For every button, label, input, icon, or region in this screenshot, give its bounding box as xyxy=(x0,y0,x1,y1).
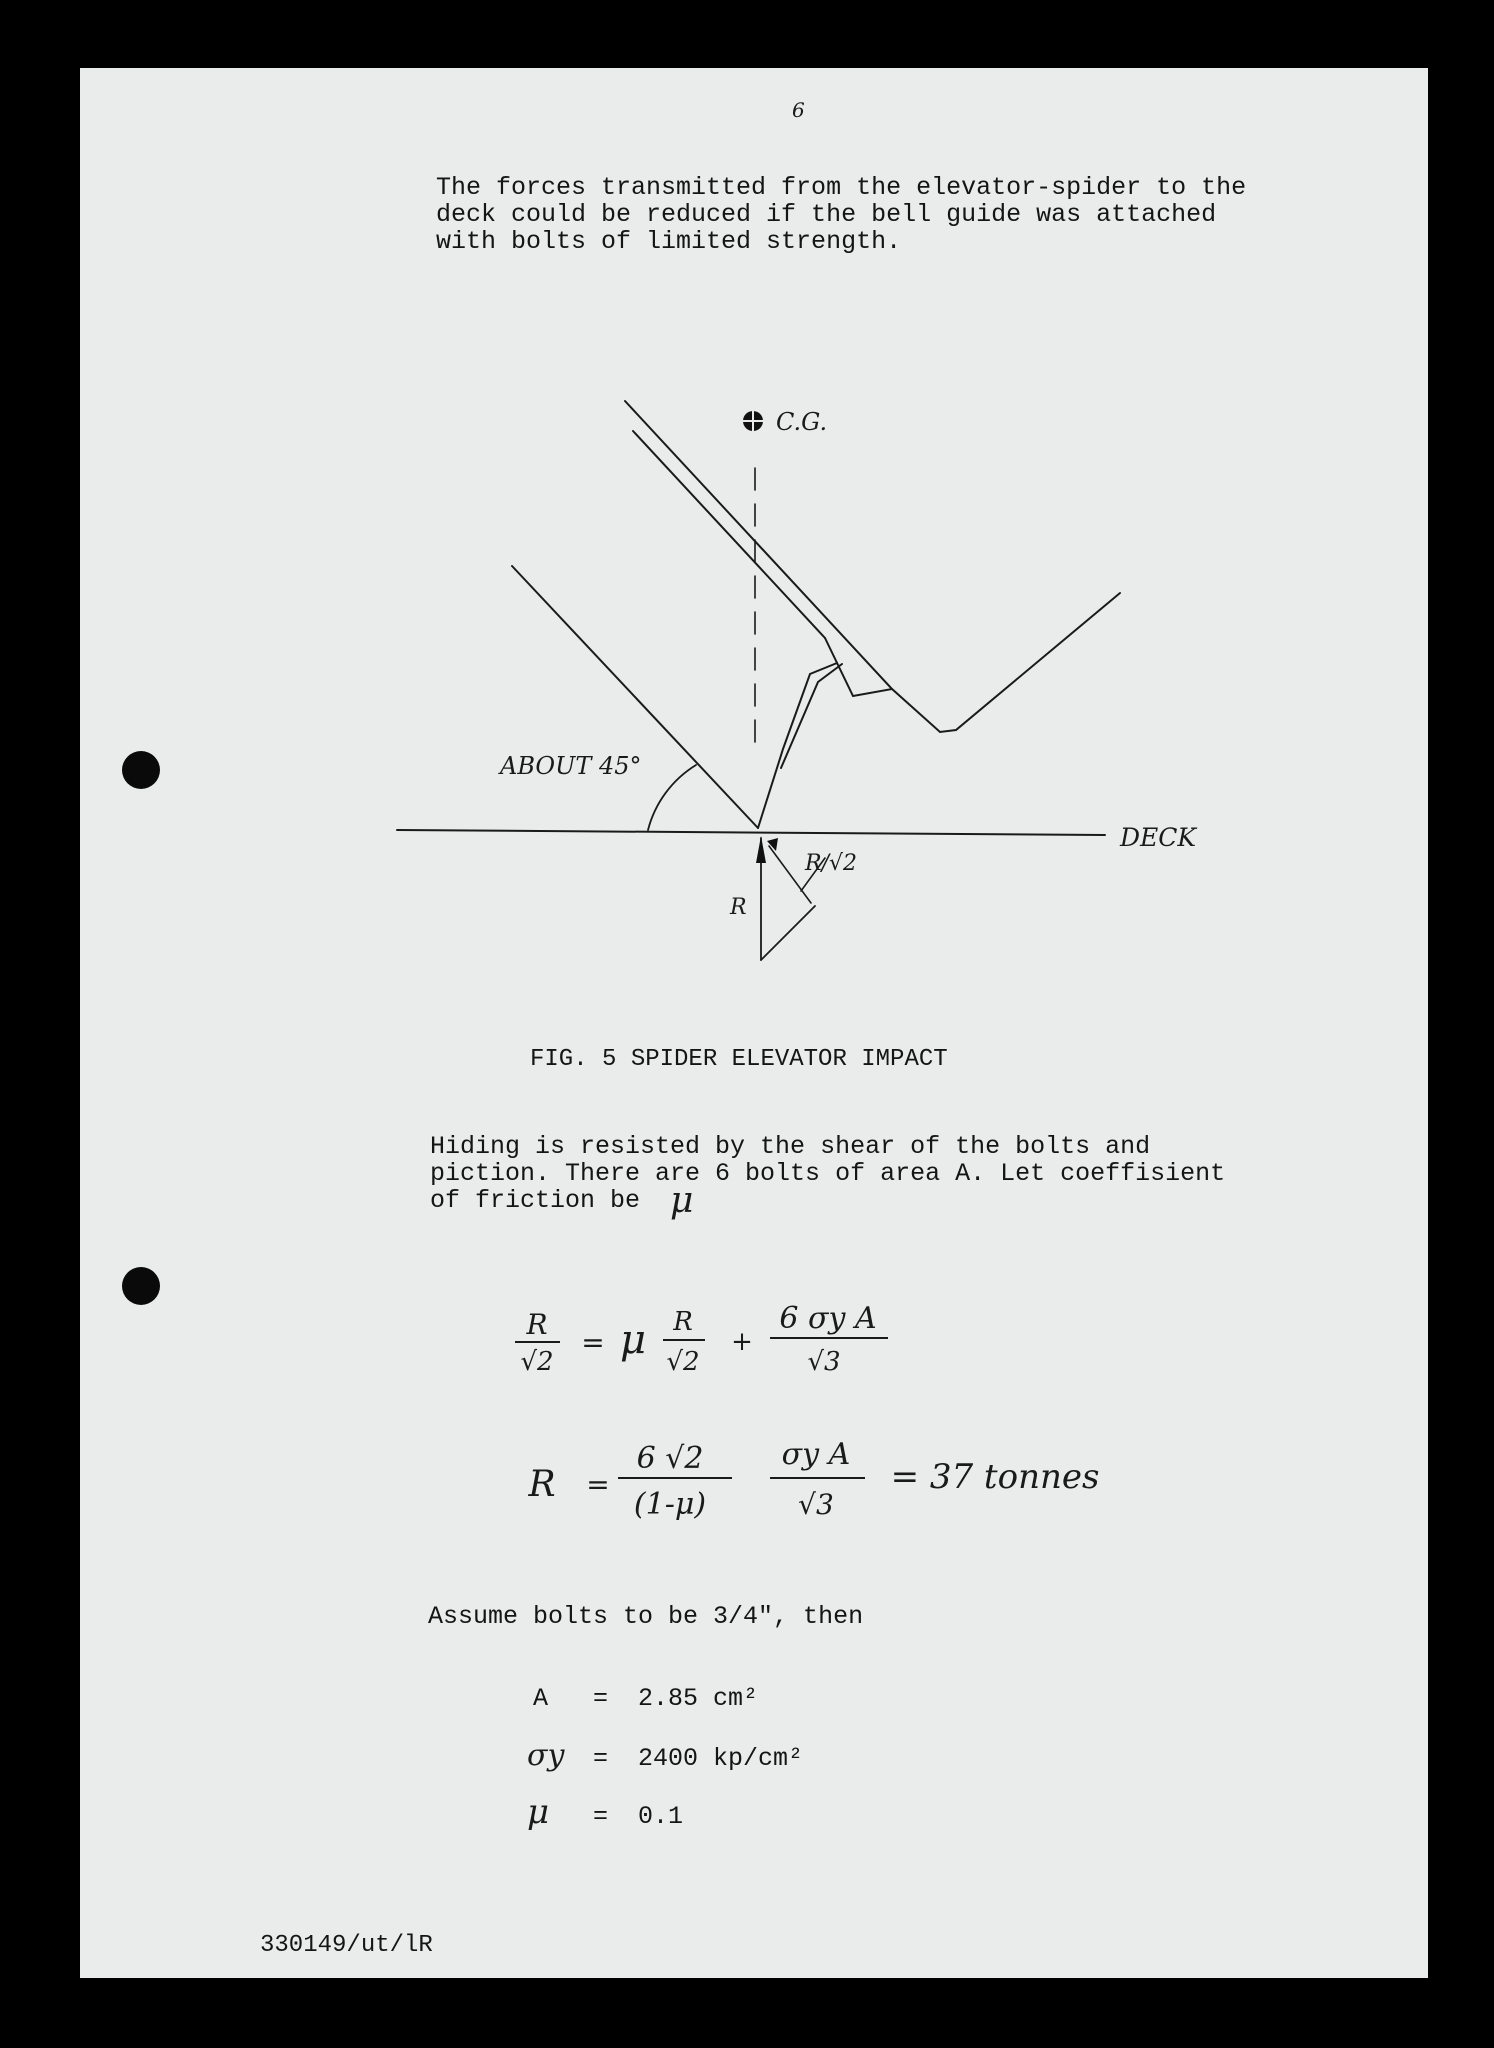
eq1-lhs-den: √2 xyxy=(520,1347,554,1377)
label-angle: ABOUT 45° xyxy=(500,752,642,780)
label-cg: C.G. xyxy=(776,408,828,436)
variable-value: = 2400 kp/cm² xyxy=(593,1744,804,1773)
footer-reference: 330149/ut/lR xyxy=(260,1932,433,1959)
mu-symbol: μ xyxy=(670,1180,694,1221)
variable-name: μ xyxy=(527,1792,550,1832)
eq2-frac1-num: 6 √2 xyxy=(636,1441,704,1476)
eq1-term2-num: 6 σy A xyxy=(779,1301,877,1336)
eq2-frac1-den: (1-μ) xyxy=(633,1487,707,1522)
variable-row xyxy=(502,1764,683,1860)
page-number: 6 xyxy=(792,98,805,122)
figure-caption: FIG. 5 SPIDER ELEVATOR IMPACT xyxy=(530,1046,948,1073)
eq1-term2-den: √3 xyxy=(807,1347,841,1377)
text-line: with bolts of limited strength. xyxy=(436,227,902,256)
text-line: deck could be reduced if the bell guide was attached xyxy=(436,200,1217,229)
label-r-over-root2: R/√2 xyxy=(805,851,857,876)
text-line: piction. There are 6 bolts of area A. Let coeffisient xyxy=(430,1159,1226,1188)
eq2-equals: = xyxy=(586,1468,610,1501)
eq2-lhs: R xyxy=(528,1464,556,1505)
eq2-frac2-num: σy A xyxy=(781,1437,851,1472)
assume-text: Assume bolts to be 3/4", then xyxy=(428,1602,864,1631)
eq2-result: = 37 tonnes xyxy=(890,1457,1100,1497)
eq2-frac2-den: √3 xyxy=(798,1488,834,1521)
binder-hole xyxy=(122,1267,160,1305)
variable-value: = 0.1 xyxy=(593,1802,684,1831)
binder-hole xyxy=(122,751,160,789)
document-page xyxy=(80,68,1428,1978)
text-line: Hiding is resisted by the shear of the bolts and xyxy=(430,1132,1151,1161)
eq1-term1-num: R xyxy=(673,1307,693,1337)
eq1-equals: = xyxy=(581,1326,605,1359)
variable-value: = 2.85 cm² xyxy=(593,1684,759,1713)
text-line: The forces transmitted from the elevator-spider to the xyxy=(436,173,1247,202)
label-deck: DECK xyxy=(1120,823,1197,852)
eq1-lhs-num: R xyxy=(526,1308,548,1341)
eq1-mu: μ xyxy=(620,1317,646,1363)
variable-name: σy xyxy=(527,1738,565,1773)
text-line: of friction be xyxy=(430,1186,641,1215)
variable-name: A xyxy=(533,1684,549,1713)
label-r: R xyxy=(730,895,747,920)
eq1-plus: + xyxy=(731,1327,753,1357)
eq1-term1-den: √2 xyxy=(666,1347,700,1377)
